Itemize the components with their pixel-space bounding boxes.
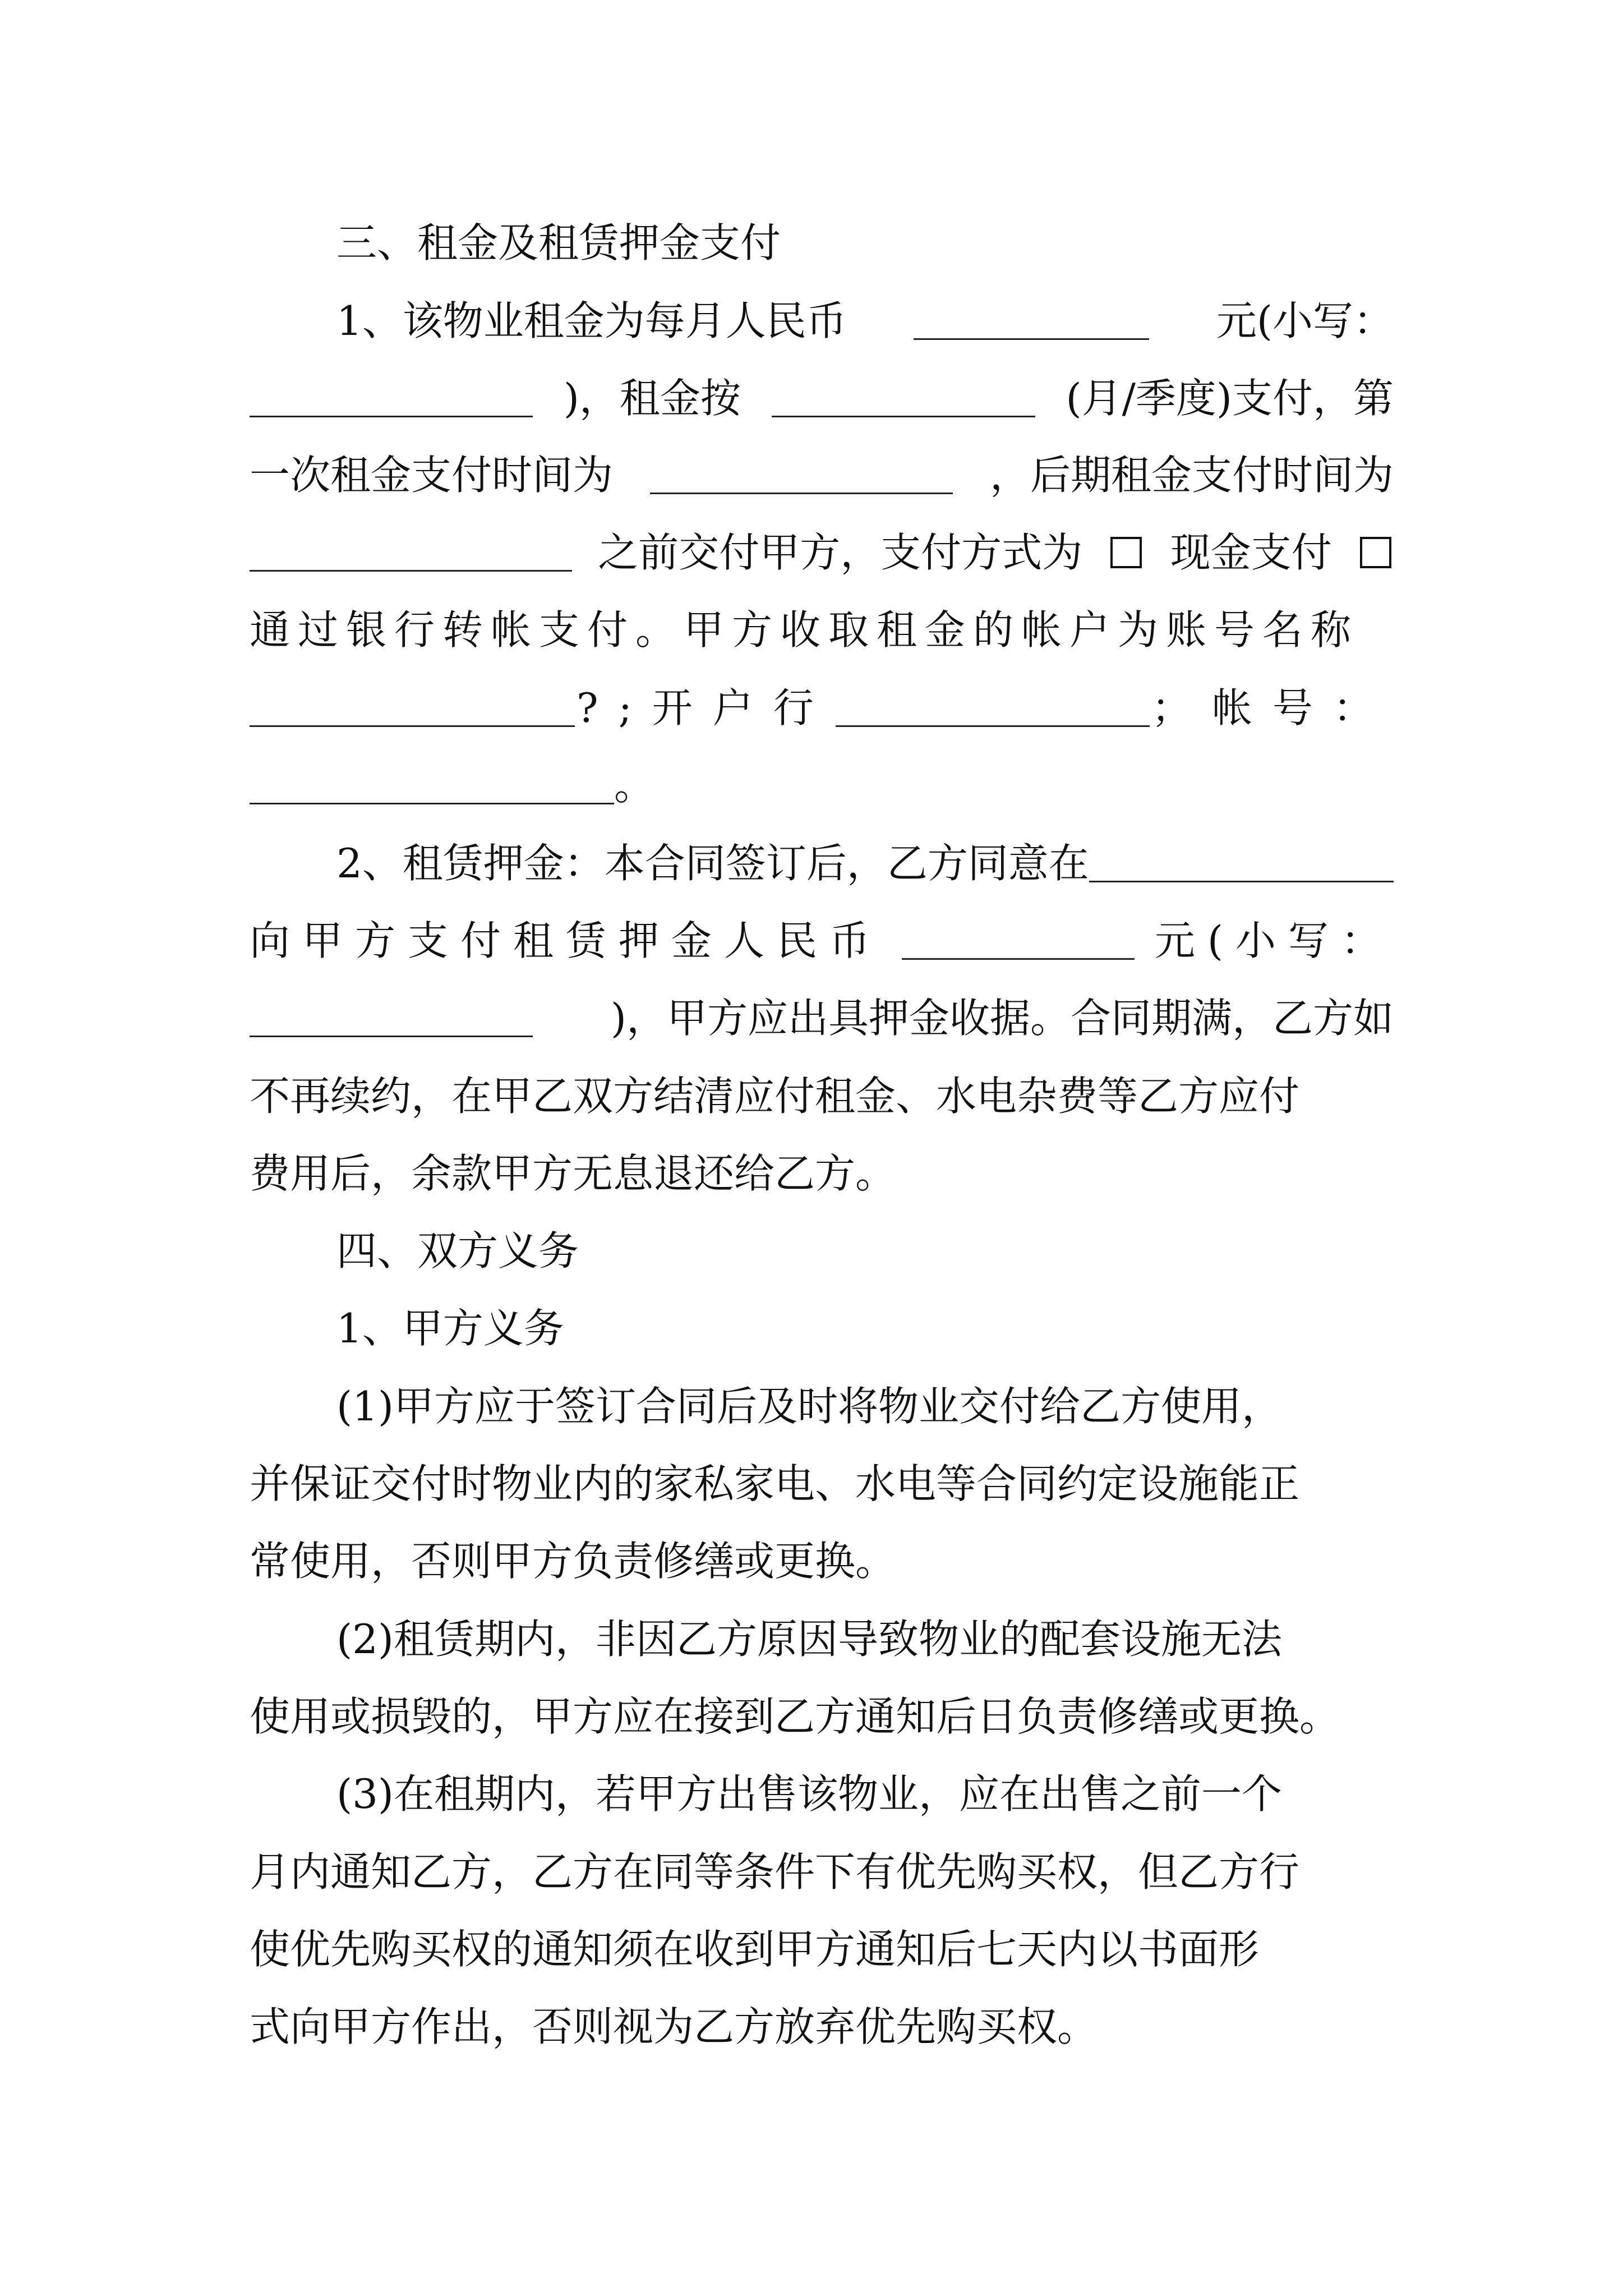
para2-text: 费用后，余款甲方无息退还给乙方。 [250,1150,896,1197]
section-3-title: 三、租金及租赁押金支付 [336,219,781,266]
item3-text: 式向甲方作出，否则视为乙方放弃优先购买权。 [250,2003,1098,2050]
subsection-1-heading [336,1300,1394,1356]
item3-text: (3)在租期内，若甲方出售该物业，应在出售之前一个 [336,1770,1282,1818]
account-number-blank [250,762,614,804]
para1-text: 一次租金支付时间为 [250,452,614,499]
para1-line6 [250,680,1394,736]
item1-line1 [336,1378,1394,1434]
section-4-heading [336,1223,1394,1279]
para1-text: 。 [614,762,655,809]
para1-text: ；帐号： [1151,684,1394,731]
para1-line7 [250,757,1394,813]
para2-line5 [250,1145,1394,1202]
para2-text: 向甲方支付租赁押金人民币 [250,917,883,964]
para1-text: )，租金按 [563,375,741,422]
cash-payment-label: 现金支付 [1170,529,1332,576]
payment-period-blank [772,375,1035,417]
rent-lowercase-blank [250,375,533,417]
item3-line2 [250,1844,1394,1900]
rent-amount-blank [914,298,1149,340]
item1-line2 [250,1456,1394,1512]
section-4-title: 四、双方义务 [336,1227,579,1274]
para1-text: 通过银行转帐支付。甲方收取租金的帐户为账号名称 [250,606,1359,654]
para1-text: 元(小写： [1216,297,1394,344]
para2-text: )，甲方应出具押金收据。合同期满，乙方如 [610,995,1394,1042]
bank-name-blank [836,685,1150,727]
item3-line3 [250,1921,1394,1977]
para2-line1 [336,835,1394,891]
para2-line2 [250,913,1394,969]
cash-payment-checkbox[interactable] [1110,537,1142,568]
para1-text: ?;开户行 [577,684,834,731]
item2-line1 [336,1611,1394,1667]
item1-line3 [250,1533,1394,1589]
deposit-amount-blank [902,918,1135,960]
item1-text: 并保证交付时物业内的家私家电、水电等合同约定设施能正 [250,1460,1300,1507]
para2-text: 2、租赁押金：本合同签订后，乙方同意在 [336,840,1089,887]
subsection-1-title: 1、甲方义务 [336,1305,564,1352]
bank-transfer-checkbox[interactable] [1360,537,1391,568]
para2-line4 [250,1068,1394,1124]
deposit-lowercase-blank [250,995,533,1037]
para1-text: 之前交付甲方，支付方式为 [598,529,1083,576]
para1-text: 1、该物业租金为每月人民币 [336,297,847,344]
para1-line2 [250,370,1394,426]
first-payment-date-blank [650,452,953,494]
item3-line4 [250,1999,1394,2055]
para1-text: (月/季度)支付，第 [1066,375,1394,422]
account-name-blank [250,685,575,727]
item3-text: 月内通知乙方，乙方在同等条件下有优先购买权，但乙方行 [250,1848,1300,1895]
item1-text: 常使用，否则甲方负责修缮或更换。 [250,1538,896,1585]
item3-line1 [336,1766,1394,1822]
para2-text: 不再续约，在甲乙双方结清应付租金、水电杂费等乙方应付 [250,1073,1300,1120]
later-payment-date-blank [250,530,572,572]
para1-line5 [250,602,1394,658]
section-3-heading [336,215,1394,271]
deposit-date-blank [1089,840,1394,882]
item3-text: 使优先购买权的通知须在收到甲方通知后七天内以书面形 [250,1926,1260,1973]
para2-text: 元(小写： [1154,917,1394,964]
para1-line1 [336,293,1394,349]
item2-line2 [250,1688,1394,1745]
para1-line4 [250,524,1394,581]
para2-line3 [250,990,1394,1046]
item2-text: 使用或损毁的，甲方应在接到乙方通知后日负责修缮或更换。 [250,1693,1340,1740]
para1-line3 [250,447,1394,503]
item2-text: (2)租赁期内，非因乙方原因导致物业的配套设施无法 [336,1616,1282,1663]
para1-text: ，后期租金支付时间为 [989,452,1394,499]
item1-text: (1)甲方应于签订合同后及时将物业交付给乙方使用， [336,1383,1282,1430]
